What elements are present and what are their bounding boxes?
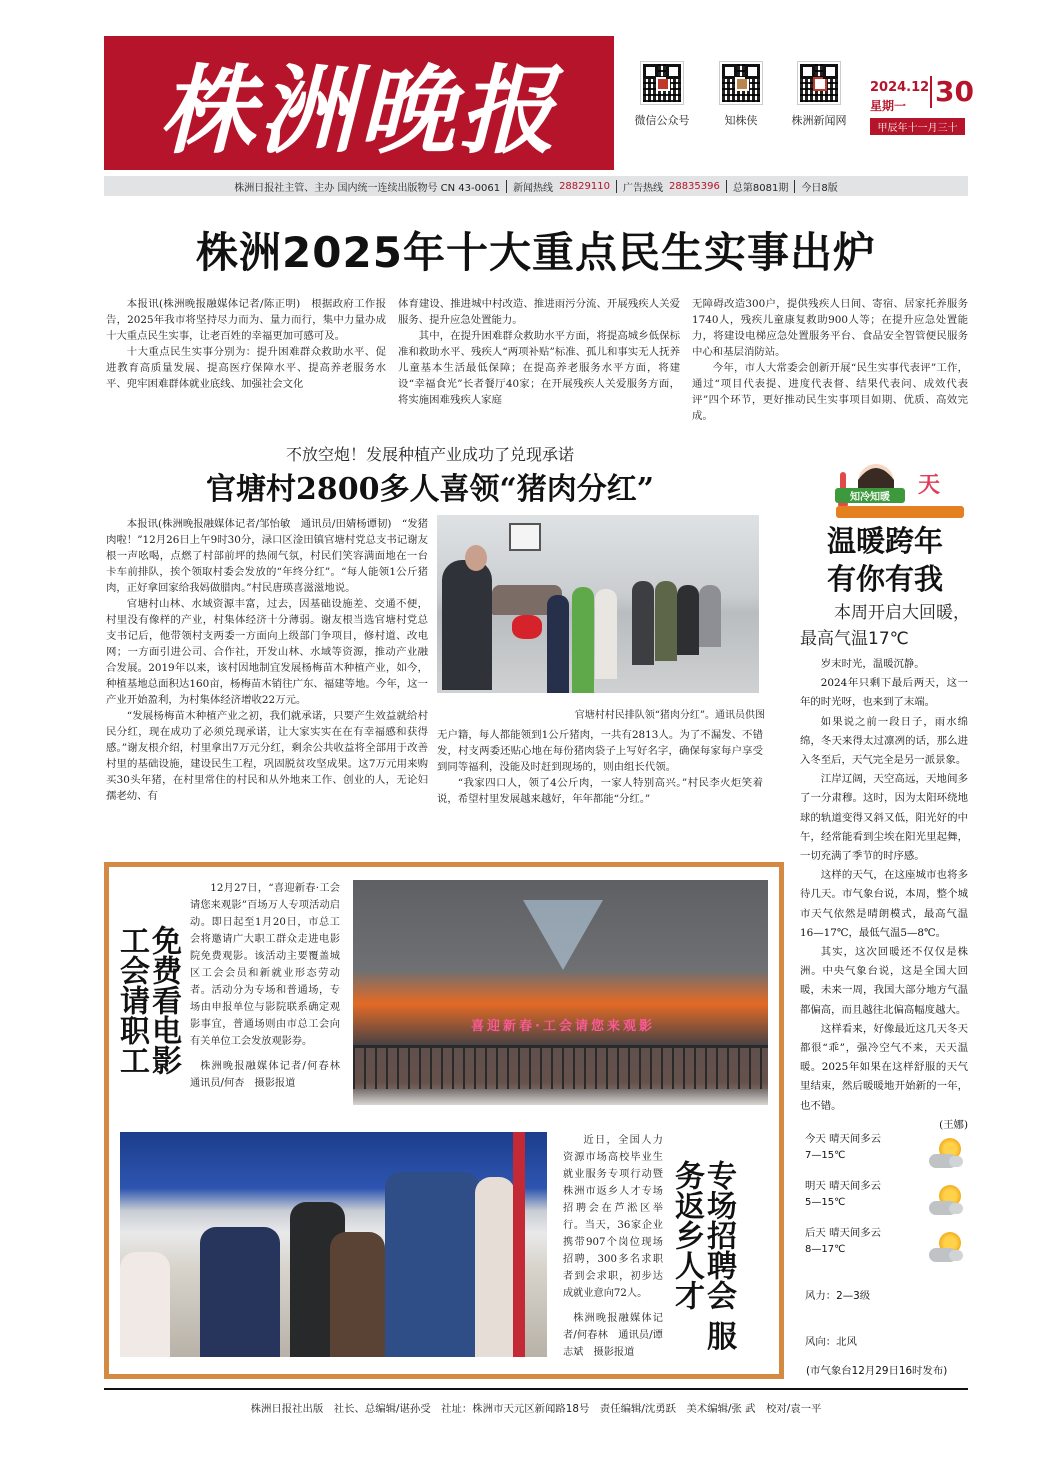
partly-cloudy-icon (929, 1185, 965, 1215)
paragraph: 其实，这次回暖还不仅仅是株洲。中央气象台说，这是全国大回暖，未来一周，我国大部分地方气温都偏高，而且越往北偏高幅度越大。 (800, 946, 968, 1016)
qr-code-icon[interactable] (641, 62, 683, 104)
news-hotline-label: 新闻热线 (513, 182, 554, 194)
divider (794, 180, 795, 193)
paragraph: 近日，全国人力资源市场高校毕业生就业服务专项行动暨株洲市返乡人才专场招聘会在芦淞区举行。当天，36家企业携带907个岗位现场招聘，300多名求职者到会求职，初步达成就业意向72人。 (563, 1135, 663, 1299)
partly-cloudy-icon (929, 1232, 965, 1262)
qr-label: 微信公众号 (634, 114, 690, 127)
pork-distribution-photo[interactable] (437, 515, 759, 693)
forecast-day: 明天 (805, 1180, 826, 1192)
paragraph: 这样看来，好像最近这几天冬天都很“乖”，强冷空气不来，天天温暖。2025年如果在这样舒服的天气里结束，然后暖暖地开始新的一年，也不错。 (800, 1022, 968, 1112)
forecast-source: (市气象台12月29日16时发布) (806, 1365, 948, 1377)
forecast-temp: 8—17℃ (805, 1244, 846, 1255)
news-hotline: 28829110 (559, 180, 610, 192)
qr-code-icon[interactable] (720, 62, 762, 104)
weather-title[interactable] (800, 522, 970, 598)
weather-title-line1: 温暖跨年 (826, 524, 943, 558)
pork-column-1 (106, 516, 428, 804)
date-lunar: 甲辰年十一月三十 (870, 118, 965, 135)
weather-author: (王娜) (939, 1118, 968, 1131)
person (200, 1227, 280, 1357)
railing (353, 1045, 768, 1089)
pork-photo-caption: 官塘村村民排队领“猪肉分红”。通讯员供图 (574, 710, 765, 721)
issue-date (870, 75, 974, 135)
footer-divider (104, 1388, 968, 1390)
qr-block-zhizhuxia[interactable] (706, 62, 776, 128)
person (677, 585, 699, 655)
lead-column-2 (398, 296, 680, 408)
meat-bag (512, 615, 542, 639)
cinema-title-line1: 免费看电影 (146, 925, 181, 1075)
lead-headline[interactable]: 株洲2025年十大重点民生实事出炉 (196, 228, 876, 277)
person (699, 585, 721, 647)
forecast-day-after (805, 1224, 965, 1268)
weather-body (800, 655, 968, 1135)
divider (726, 180, 727, 193)
paragraph: 本报讯(株洲晚报融媒体记者/陈正明) 根据政府工作报告，2025年我市将坚持尽力而为、量力而行，集中力量办成十大重点民生实事，让老百姓的幸福更加可感可及。 (106, 298, 386, 342)
basketball-hoop (509, 523, 541, 551)
paragraph: 本报讯(株洲晚报融媒体记者/邹怡敏 通讯员/田婧杨谭韧) “发猪肉啦！”12月26日上午9时30分，渌口区淦田镇官塘村党总支书记谢友根一声吆喝，点燃了村部前坪的热闹气氛，村民们笑容满面地在一台卡车前排队，挨个领取村委会发放的“年终分红”。“每人能领1公斤猪肉，正好拿回家给我妈做腊肉。”村民唐瑛喜滋滋地说。 (106, 518, 428, 594)
projector-beam (523, 900, 603, 970)
issue-number: 总第8081期 (732, 182, 789, 194)
person (572, 587, 594, 693)
ad-hotline: 28835396 (668, 180, 720, 192)
qr-label: 株洲新闻网 (791, 114, 847, 127)
person (632, 581, 654, 665)
job-fair-title-line2: 服务返乡人才 (669, 1160, 736, 1351)
person (330, 1232, 385, 1357)
forecast-day: 今天 (805, 1133, 826, 1145)
person (120, 1252, 170, 1357)
paragraph: 体育建设、推进城中村改造、推进雨污分流、开展残疾人关爱服务、提升应急处置能力。 (398, 298, 680, 326)
partly-cloudy-icon (929, 1138, 965, 1168)
divider (506, 180, 507, 193)
forecast-tomorrow (805, 1177, 965, 1221)
job-fair-byline: 株洲晚报融媒体记者/何春林 通讯员/谭志斌 摄影报道 (563, 1313, 663, 1358)
job-fair-title-line1: 专场招聘会 (701, 1160, 736, 1310)
paragraph: 2024年只剩下最后两天，这一年的时光呀，也来到了末端。 (800, 677, 968, 709)
cinema-banner-text: 喜迎新春·工会请您来观影 (471, 1019, 655, 1034)
paragraph: 十大重点民生实事分别为：提升困难群众救助水平、促进教育高质量发展、提高医疗保障水平、提高养老服务水平、兜牢困难群体就业底线、加强社会文化 (106, 346, 386, 390)
date-day: 30 (930, 76, 974, 108)
person-head (465, 545, 487, 571)
svg-text:天: 天 (918, 473, 941, 498)
wind-force: 风力：2—3级 (805, 1290, 871, 1302)
pork-headline[interactable]: 官塘村2800多人喜领“猪肉分红” (205, 472, 654, 507)
person (385, 1172, 480, 1357)
person (547, 595, 569, 693)
forecast-condition: 晴天间多云 (829, 1227, 882, 1239)
publisher-info: 株洲日报社主管、主办 国内统一连续出版物号 CN 43-0061 (234, 182, 501, 194)
pork-subhead: 不放空炮！发展种植产业成功了兑现承诺 (285, 445, 574, 464)
lead-column-3 (692, 296, 968, 424)
qr-block-news-site[interactable] (784, 62, 854, 128)
page-count: 今日8版 (801, 182, 838, 194)
tent-pole (513, 1132, 525, 1357)
cinema-body (190, 880, 351, 1092)
job-fair-title[interactable] (670, 1160, 734, 1360)
wind-direction: 风向：北风 (805, 1336, 857, 1348)
forecast-condition: 晴天间多云 (829, 1133, 882, 1145)
paragraph: 岁末时光，温暖沉静。 (820, 658, 925, 670)
forecast-today (805, 1130, 965, 1174)
footer-credits: 株洲日报社出版 社长、总编辑/谌孙受 社址：株洲市天元区新闻路18号 责任编辑/沈勇跃 美术编辑/张 武 校对/袁一平 (250, 1403, 822, 1415)
paragraph: “发展杨梅苗木种植产业之初，我们就承诺，只要产生效益就给村民分红，现在成功了必须兑现承诺，让大家实实在在有幸福感和获得感。”谢友根介绍，村里拿出7万元分红，剩余公共收益将全部用于改善村里的基础设施，建设民生工程，巩固脱贫攻坚成果。这7万元用来购买30头年猪，在村里常住的村民和从外地来工作、创业的人，无论妇孺老幼、有 (106, 710, 428, 802)
forecast-temp: 7—15℃ (805, 1150, 846, 1161)
person (595, 589, 617, 679)
paragraph: 其中，在提升困难群众救助水平方面，将提高城乡低保标准和救助水平、残疾人“两项补贴”标准、孤儿和事实无人抚养儿童基本生活最低保障；在提高养老服务水平方面，将建设“幸福食光”长者餐厅40家；在开展残疾人关爱服务方面，将实施困难残疾人家庭 (398, 330, 680, 406)
qr-code-icon[interactable] (798, 62, 840, 104)
weather-subtitle: 本周开启大回暖，最高气温17℃ (800, 603, 970, 649)
pork-column-2 (437, 727, 763, 807)
paragraph: 江岸辽阔，天空高远，天地间多了一分肃穆。这时，因为太阳环绕地球的轨道变得又斜又低，阳光好的中午，经常能看到尘埃在阳光里起舞，一切充满了季节的时序感。 (800, 773, 968, 863)
qr-label: 知株侠 (724, 114, 758, 127)
paragraph: 官塘村山林、水域资源丰富，过去，因基础设施差、交通不便，村里没有像样的产业，村集体经济十分薄弱。谢友根当选官塘村党总支书记后，他带领村支两委一方面向上级部门争项目，修村道、改电网；一方面引进公司、合作社，开发山林、水域等资源，推动产业融合发展。2019年以来，该村因地制宜发展杨梅苗木种植产业，如今，种植基地总面积达160亩，杨梅苗木销往广东、福建等地。今年，这一产业开始盈利，为村集体经济增收22万元。 (106, 598, 428, 706)
cinema-byline: 株洲晚报融媒体记者/何春林 通讯员/何杏 摄影报道 (190, 1061, 351, 1089)
forecast-day: 后天 (805, 1227, 826, 1239)
weather-badge-label: 知冷知暖 (835, 488, 905, 503)
paragraph: 今年，市人大常委会创新开展“民生实事代表评”工作，通过“项目代表提、进度代表督、结果代表问、成效代表评”四个环节，更好推动民生实事项目如期、优质、高效完成。 (692, 362, 968, 422)
cinema-title-line2: 工会请职工 (114, 925, 149, 1075)
paragraph: 12月27日，“喜迎新春·工会请您来观影”百场万人专项活动启动。即日起至1月20日，市总工会将邀请广大职工群众走进电影院免费观影。该活动主要覆盖城区工会会员和新就业形态劳动者。活动分为专场和普通场，专场由申报单位与影院联系确定观影事宜，普通场则由市总工会向有关单位工会发放观影券。 (190, 883, 340, 1047)
paragraph: “我家四口人，领了4公斤肉，一家人特别高兴。”村民李火炬笑着说，希望村里发展越来越好，年年都能“分红。” (437, 777, 763, 805)
paragraph: 如果说之前一段日子，雨水绵绵，冬天来得太过凛冽的话，那么进入冬至后，天气完全是另一派景象。 (800, 715, 968, 767)
masthead-logo (104, 36, 614, 170)
job-fair-photo[interactable] (120, 1132, 547, 1357)
date-year-month: 2024.12 (870, 80, 930, 95)
paragraph: 无障碍改造300户，提供残疾人日间、寄宿、居家托养服务1740人，残疾儿童康复救助900人等；在提升应急处置能力，将建设电梯应急处置服务平台、食品安全智管便民服务中心和基层消防站。 (692, 298, 968, 358)
divider (616, 180, 617, 193)
person (655, 581, 677, 661)
paragraph: 这样的天气，在这座城市也将多待几天。市气象台说，本周，整个城市天气依然是晴朗模式，最高气温16—17℃，最低气温5—8℃。 (800, 869, 968, 939)
forecast-temp: 5—15℃ (805, 1197, 846, 1208)
date-weekday: 星期一 (870, 99, 907, 113)
ad-hotline-label: 广告热线 (622, 182, 663, 194)
job-fair-body (563, 1132, 663, 1361)
paragraph: 无户籍，每人都能领到1公斤猪肉，一共有2813人。为了不漏发、不错发，村支两委还贴心地在每份猪肉袋子上写好名字，确保每家每户享受到同等福利，没能及时赶到现场的，则由组长代领。 (437, 729, 763, 773)
info-bar (104, 176, 968, 196)
person (475, 1177, 515, 1357)
lead-column-1 (106, 296, 386, 392)
forecast-condition: 晴天间多云 (829, 1180, 882, 1192)
person (442, 560, 492, 690)
cinema-title[interactable] (115, 925, 179, 1095)
weather-title-line2: 有你有我 (826, 562, 943, 596)
newspaper-title: 株洲晚报 (159, 53, 559, 167)
cinema-photo[interactable] (353, 880, 768, 1105)
qr-block-wechat[interactable] (627, 62, 697, 128)
